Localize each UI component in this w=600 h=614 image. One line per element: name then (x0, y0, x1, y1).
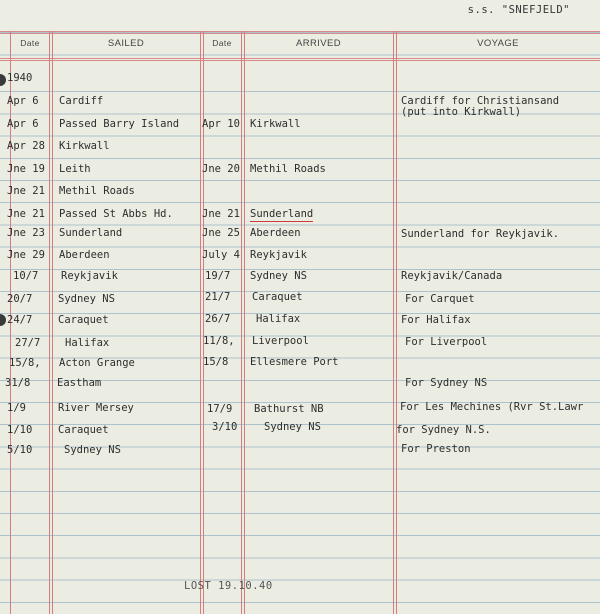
row-16-voyage: for Sydney N.S. (396, 424, 491, 436)
row-9-sailed-place: Reykjavik (61, 270, 118, 282)
header-arrived: ARRIVED (295, 38, 342, 49)
row-16-sailed-date: 1/10 (7, 424, 33, 436)
row-10-arrived-date: 21/7 (205, 291, 231, 303)
row-15-voyage: For Les Mechines (Rvr St.Lawr (400, 401, 584, 413)
row-2-arrived-place: Kirkwall (250, 118, 301, 130)
row-9-sailed-date: 10/7 (13, 270, 39, 282)
header-top-rule-double (0, 33, 600, 34)
column-rule-sailed (200, 31, 201, 614)
row-13-arrived-place: Ellesmere Port (250, 356, 339, 368)
row-16-arrived-place: Sydney NS (264, 421, 321, 433)
row-12-voyage: For Liverpool (405, 336, 488, 348)
header-sailed: SAILED (107, 38, 145, 49)
row-10-voyage: For Carquet (405, 293, 475, 305)
row-4-sailed-date: Jne 19 (7, 163, 45, 175)
header-arrived-date: Date (212, 38, 232, 48)
row-15-sailed-date: 1/9 (7, 402, 26, 414)
row-11-sailed-date: 24/7 (7, 314, 33, 326)
row-13-arrived-date: 15/8 (203, 356, 229, 368)
row-16-arrived-date: 3/10 (212, 421, 238, 433)
row-5-sailed-date: Jne 21 (7, 185, 45, 197)
row-12-sailed-place: Halifax (65, 337, 110, 349)
row-17-sailed-place: Sydney NS (64, 444, 121, 456)
row-4-arrived-date: Jne 20 (202, 163, 240, 175)
row-3-sailed-date: Apr 28 (7, 140, 45, 152)
header-sailed-date: Date (20, 38, 40, 48)
row-15-arrived-place: Bathurst NB (254, 403, 324, 415)
header-voyage: VOYAGE (477, 38, 519, 49)
row-6-sailed-date: Jne 21 (7, 208, 45, 220)
row-12-arrived-date: 11/8, (203, 335, 235, 347)
row-1-voyage: Cardiff for Christiansand (401, 95, 560, 107)
column-rule-arrived (393, 31, 394, 614)
row-7-sailed-place: Sunderland (59, 227, 123, 239)
row-17-sailed-date: 5/10 (7, 444, 33, 456)
row-1-sailed-place: Cardiff (59, 95, 104, 107)
row-7-voyage: Sunderland for Reykjavik. (401, 228, 560, 240)
column-rule-arrived-date-double (244, 31, 245, 614)
row-0-sailed-date: 1940 (7, 72, 33, 84)
row-14-sailed-date: 31/8 (5, 377, 31, 389)
row-12-arrived-place: Liverpool (252, 335, 309, 347)
row-13-sailed-place: Acton Grange (59, 357, 135, 369)
row-5-sailed-place: Methil Roads (59, 185, 135, 197)
row-10-arrived-place: Caraquet (252, 291, 303, 303)
row-14-voyage: For Sydney NS (405, 377, 488, 389)
row-9-voyage: Reykjavik/Canada (401, 270, 503, 282)
row-7-arrived-place: Aberdeen (250, 227, 301, 239)
row-3-sailed-place: Kirkwall (59, 140, 110, 152)
column-rule-sailed-date-double (52, 31, 53, 614)
row-7-arrived-date: Jne 25 (202, 227, 240, 239)
row-6-arrived-place: Sunderland (250, 208, 314, 220)
row-15-sailed-place: River Mersey (58, 402, 134, 414)
row-15-arrived-date: 17/9 (207, 403, 233, 415)
row-2-sailed-place: Passed Barry Island (59, 118, 180, 130)
row-14-sailed-place: Eastham (57, 377, 102, 389)
punch-hole (0, 314, 6, 326)
row-9-arrived-place: Sydney NS (250, 270, 307, 282)
row-11-arrived-place: Halifax (256, 313, 301, 325)
row-2-sailed-date: Apr 6 (7, 118, 39, 130)
punch-hole (0, 74, 6, 86)
row-8-sailed-place: Aberdeen (59, 249, 110, 261)
row-2-voyage: (put into Kirkwall) (401, 106, 522, 118)
header-bottom-rule (0, 58, 600, 59)
header-top-rule (0, 31, 600, 32)
ship-title: s.s. "SNEFJELD" (467, 4, 570, 16)
row-4-sailed-place: Leith (59, 163, 91, 175)
lost-note: LOST 19.10.40 (184, 580, 273, 592)
row-17-voyage: For Preston (401, 443, 471, 455)
column-rule-arrived-double (396, 31, 397, 614)
row-10-sailed-date: 20/7 (7, 293, 33, 305)
row-1-sailed-date: Apr 6 (7, 95, 39, 107)
row-7-sailed-date: Jne 23 (7, 227, 45, 239)
row-8-arrived-place: Reykjavik (250, 249, 307, 261)
column-rule-sailed-date (49, 31, 50, 614)
row-11-arrived-date: 26/7 (205, 313, 231, 325)
row-6-sailed-place: Passed St Abbs Hd. (59, 208, 173, 220)
row-13-sailed-date: 15/8, (9, 357, 41, 369)
header-bottom-rule-double (0, 60, 600, 61)
row-2-arrived-date: Apr 10 (202, 118, 240, 130)
row-9-arrived-date: 19/7 (205, 270, 231, 282)
column-rule-arrived-date (241, 31, 242, 614)
row-12-sailed-date: 27/7 (15, 337, 41, 349)
row-6-arrived-date: Jne 21 (202, 208, 240, 220)
row-11-voyage: For Halifax (401, 314, 471, 326)
row-8-sailed-date: Jne 29 (7, 249, 45, 261)
row-11-sailed-place: Caraquet (58, 314, 109, 326)
row-16-sailed-place: Caraquet (58, 424, 109, 436)
row-8-arrived-date: July 4 (202, 249, 240, 261)
row-10-sailed-place: Sydney NS (58, 293, 115, 305)
row-4-arrived-place: Methil Roads (250, 163, 326, 175)
